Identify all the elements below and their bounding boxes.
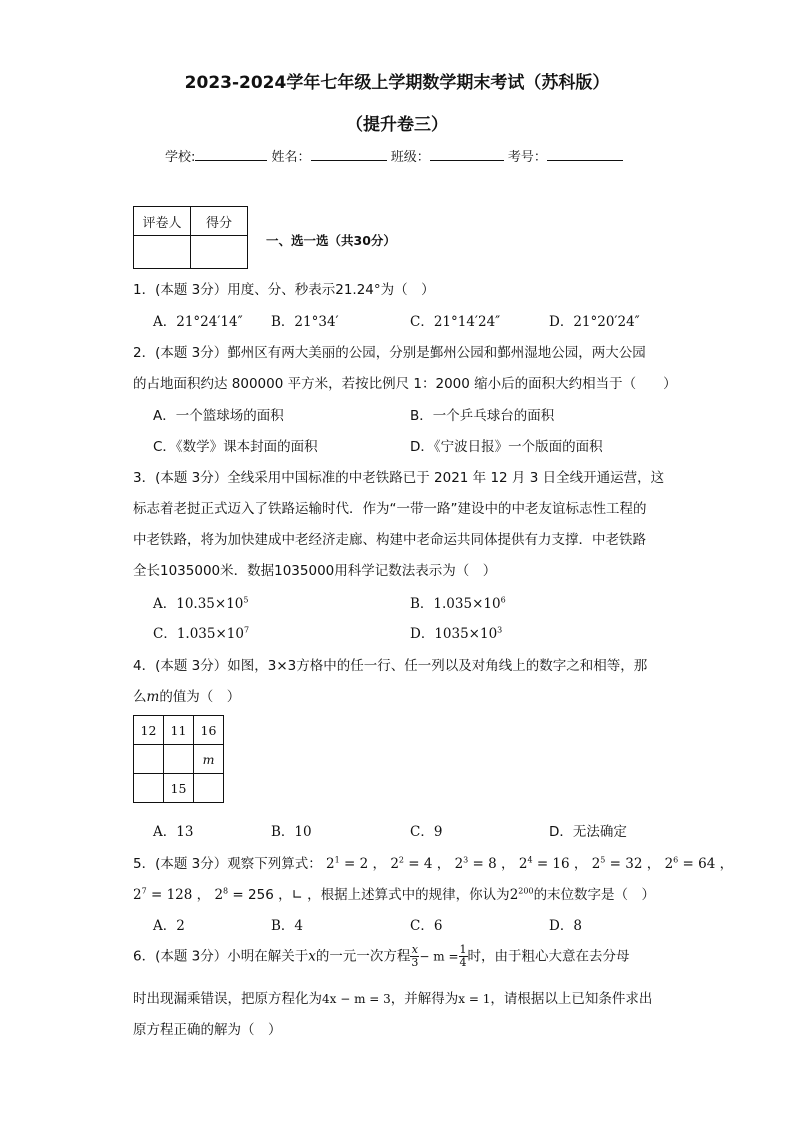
q6-line2-pre: 时出现漏乘错误，把原方程化为 [133, 991, 322, 1007]
question-3-line-2: 标志着老挝正式迈入了铁路运输时代．作为“一带一路”建设中的中老友谊标志性工程的 [133, 501, 647, 517]
q1-option-a[interactable]: A．21°24′14″ [153, 314, 243, 330]
q3-option-b[interactable] [410, 592, 506, 612]
score-table [133, 206, 248, 269]
magic-square-grid [133, 715, 224, 803]
grid-cell: 15 [164, 774, 194, 803]
grid-cell: 11 [164, 716, 194, 745]
question-6-line-3: 原方程正确的解为（ ） [133, 1022, 282, 1038]
q2-option-a[interactable]: A．一个篮球场的面积 [153, 408, 284, 424]
q6-post: 时，由于粗心大意在去分母 [467, 948, 630, 965]
question-2-line-2: 的占地面积约达 800000 平方米，若按比例尺 1：2000 缩小后的面积大约相当于（ ） [133, 376, 677, 392]
q5-power-5: $2^5 = 32$ ， [591, 855, 661, 872]
q5-power-200: $2^{200}$的末位数字是（ ） [509, 886, 656, 903]
q6-line2-post: ，请根据以上已知条件求出 [490, 991, 653, 1007]
q5-option-c[interactable]: C．6 [410, 918, 443, 934]
question-3-line-4: 全长1035000米．数据1035000用科学记数法表示为（ ） [133, 563, 497, 579]
q5-pre: 5．(本题 3分）观察下列算式： [133, 856, 322, 872]
number-blank[interactable] [547, 148, 623, 161]
q5-power-2: $2^2 = 4$ ， [390, 855, 451, 872]
q4-option-c[interactable]: C．9 [410, 824, 443, 840]
page-title: 2023-2024学年七年级上学期数学期末考试（苏科版） [184, 73, 610, 93]
reviewer-cell[interactable] [134, 236, 191, 269]
page-subtitle: （提升卷三） [346, 115, 448, 135]
score-cell[interactable] [191, 236, 248, 269]
score-header: 得分 [191, 207, 248, 236]
class-label: 班级： [390, 150, 430, 165]
grid-cell: m [194, 745, 224, 774]
q6-var-x: x [308, 948, 316, 965]
q4-line2-post: 的值为（ ） [159, 689, 241, 705]
question-6-line-2 [133, 987, 652, 1007]
question-1-stem: 1．(本题 3分）用度、分、秒表示21.24°为（ ） [133, 282, 435, 298]
q3-option-d[interactable] [410, 622, 502, 642]
q3-c-base: C．1.035×10 [153, 626, 244, 642]
q2-option-b[interactable]: B．一个乒乓球台的面积 [410, 408, 555, 424]
q5-power-4: $2^4 = 16$ ， [518, 855, 588, 872]
q3-d-base: D．1035×10 [410, 626, 498, 642]
question-6-line-1 [133, 944, 630, 969]
q5-option-d[interactable]: D．8 [549, 918, 582, 934]
question-3-line-3: 中老铁路，将为加快建成中老经济走廊、构建中老命运共同体提供有力支撑．中老铁路 [133, 532, 646, 548]
q3-option-c[interactable] [153, 622, 249, 642]
name-label: 姓名： [271, 150, 311, 165]
q4-option-a[interactable]: A．13 [153, 824, 194, 840]
q5-power-7: $2^7 = 128$ ， [133, 886, 211, 903]
school-label: 学校: [165, 150, 196, 165]
q6-pre: 6．(本题 3分）小明在解关于 [133, 948, 309, 965]
q5-power-3: $2^3 = 8$ ， [454, 855, 515, 872]
q4-option-b[interactable]: B．10 [271, 824, 312, 840]
fraction-1-over-4: $\frac{1}{4}$ [459, 943, 467, 969]
question-3-line-1: 3．(本题 3分）全线采用中国标准的中老铁路已于 2021 年 12 月 3 日全线开通运营，这 [133, 470, 665, 486]
grid-cell [134, 774, 164, 803]
q5-power-6: $2^6 = 64$ ， [664, 855, 734, 872]
q5-option-b[interactable]: B．4 [271, 918, 304, 934]
q3-d-exp: 3 [497, 625, 503, 635]
grid-cell [134, 745, 164, 774]
q1-option-b[interactable]: B．21°34′ [271, 314, 339, 330]
question-2-line-1: 2．(本题 3分）鄞州区有两大美丽的公园，分别是鄞州公园和鄞州湿地公园，两大公园 [133, 345, 646, 361]
question-5-line-2 [133, 883, 655, 903]
section-title: 一、选一选（共30分） [266, 233, 396, 248]
q6-minus-m: − m = [419, 949, 459, 964]
student-info-line [165, 146, 623, 165]
grid-cell [194, 774, 224, 803]
q4-option-d[interactable]: D．无法确定 [549, 824, 627, 840]
q3-a-exp: 5 [243, 595, 249, 605]
q5-option-a[interactable]: A．2 [153, 918, 185, 934]
grid-cell: 16 [194, 716, 224, 745]
q3-c-exp: 7 [243, 625, 250, 635]
class-blank[interactable] [430, 148, 504, 161]
question-4-line-2 [133, 685, 240, 705]
school-blank[interactable] [195, 148, 267, 161]
grid-cell: 12 [134, 716, 164, 745]
q3-option-a[interactable] [153, 592, 248, 612]
q6-equation-solution: x = 1 [458, 992, 491, 1006]
reviewer-header: 评卷人 [134, 207, 191, 236]
q5-power-1: $2^1 = 2$ ， [326, 855, 387, 872]
q2-option-c[interactable]: C．《数学》课本封面的面积 [153, 439, 318, 455]
q3-b-exp: 6 [500, 595, 506, 605]
q1-option-c[interactable]: C．21°14′24″ [410, 314, 501, 330]
fraction-x-over-3: $\frac{x}{3}$ [411, 943, 419, 969]
q6-line2-mid: ，并解得为 [390, 991, 459, 1007]
q3-a-base: A．10.35×10 [153, 596, 244, 612]
q3-b-base: B．1.035×10 [410, 596, 501, 612]
q4-var-m: m [146, 689, 160, 705]
q5-power-8: $2^8 = 256$ ，∟ ，根据上述算式中的规律，你认为 [214, 886, 510, 903]
name-blank[interactable] [311, 148, 387, 161]
q2-option-d[interactable]: D．《宁波日报》一个版面的面积 [410, 439, 603, 455]
q6-mid: 的一元一次方程 [315, 948, 411, 965]
q1-option-d[interactable]: D．21°20′24″ [549, 314, 640, 330]
q6-equation-wrong: 4x − m = 3 [322, 992, 391, 1006]
q4-line2-pre: 么 [133, 689, 147, 705]
question-5-line-1 [133, 852, 733, 872]
question-4-line-1: 4．(本题 3分）如图，3×3方格中的任一行、任一列以及对角线上的数字之和相等，那 [133, 658, 648, 674]
grid-cell [164, 745, 194, 774]
number-label: 考号： [507, 150, 547, 165]
